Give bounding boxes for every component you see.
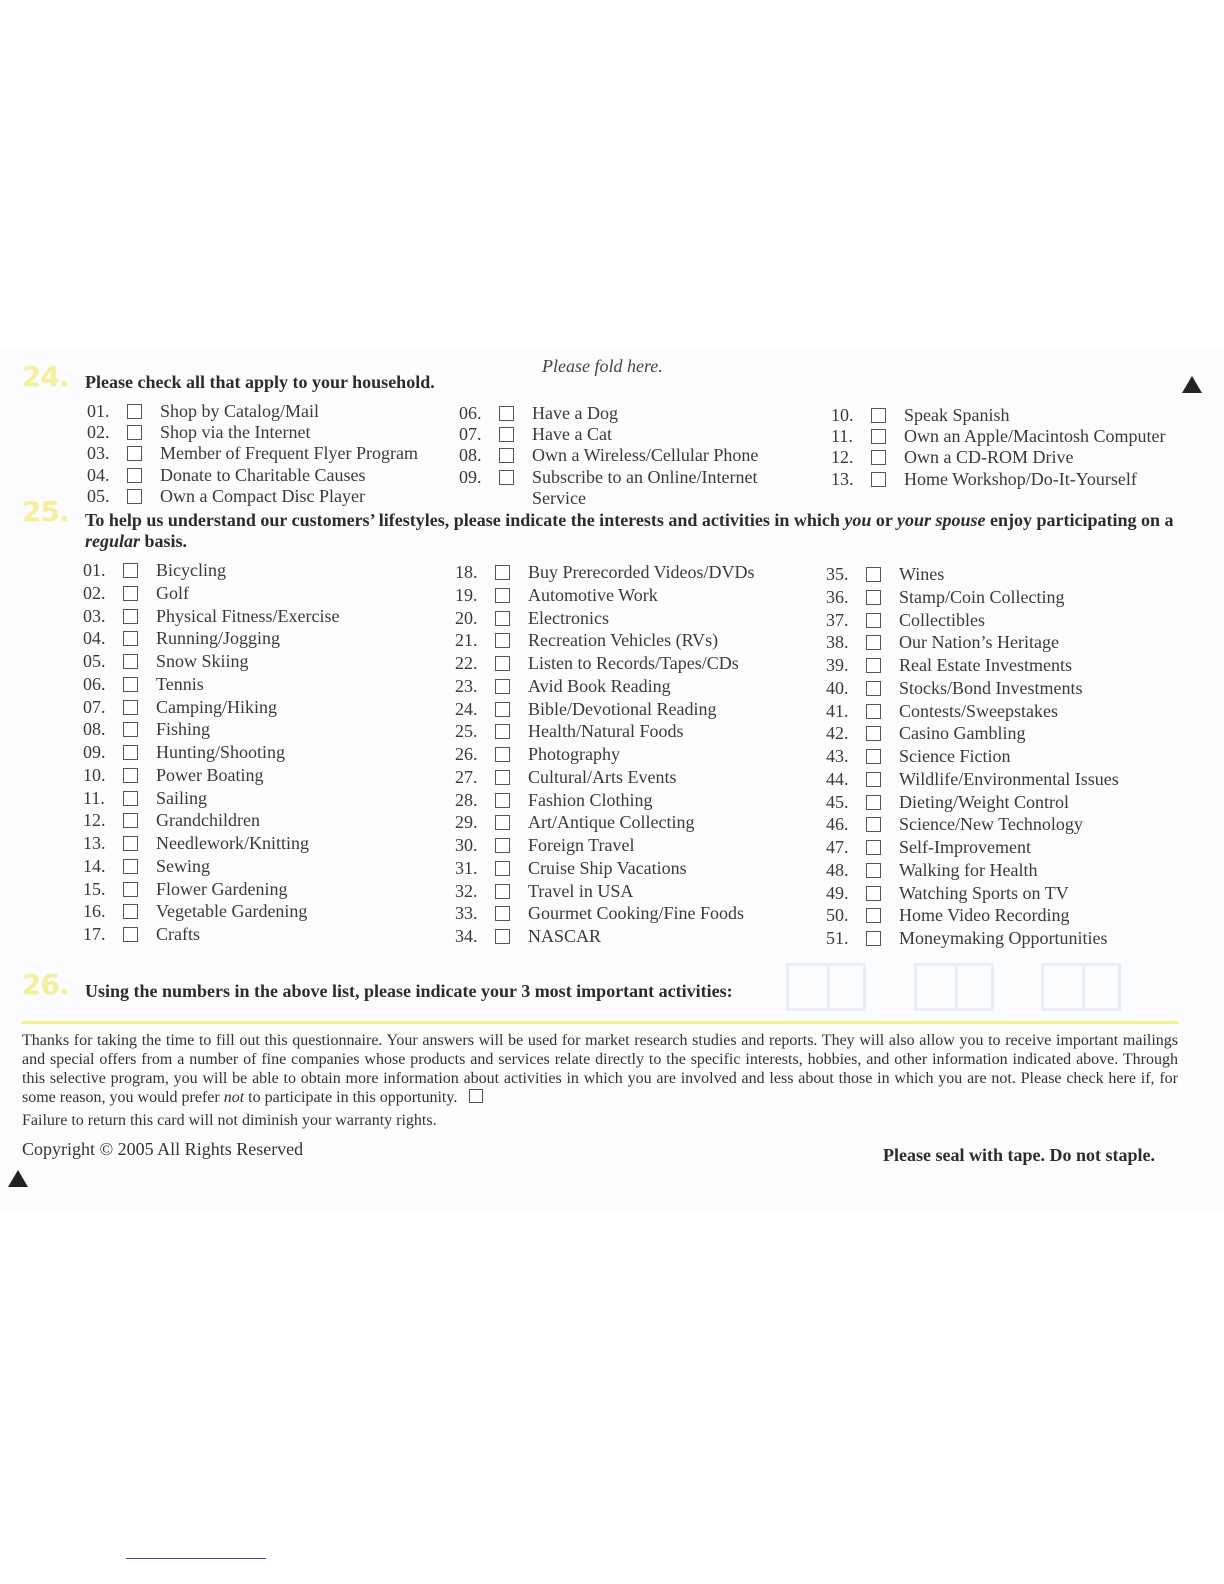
option-number: 09. [459, 466, 482, 487]
option-checkbox[interactable] [866, 749, 881, 764]
option-checkbox[interactable] [495, 906, 510, 921]
option-number: 12. [83, 810, 106, 831]
answer-box-1[interactable] [786, 963, 866, 1011]
option-label: Flower Gardening [156, 878, 288, 899]
option-checkbox[interactable] [866, 681, 881, 696]
option-number: 06. [83, 673, 106, 694]
option-checkbox[interactable] [499, 406, 514, 421]
option-checkbox[interactable] [123, 700, 138, 715]
option-checkbox[interactable] [866, 658, 881, 673]
option-number: 15. [83, 878, 106, 899]
opt-out-checkbox[interactable] [469, 1089, 483, 1103]
option-checkbox[interactable] [123, 791, 138, 806]
option-item[interactable] [826, 883, 1069, 904]
option-label: Home Workshop/Do-It-Yourself [904, 468, 1137, 489]
option-label: Health/Natural Foods [528, 721, 684, 742]
option-item[interactable] [83, 788, 207, 809]
option-checkbox[interactable] [499, 427, 514, 442]
option-number: 16. [83, 901, 106, 922]
option-item[interactable] [826, 564, 944, 585]
option-checkbox[interactable] [495, 793, 510, 808]
option-item[interactable] [455, 744, 620, 765]
option-item[interactable] [83, 833, 309, 854]
option-checkbox[interactable] [866, 567, 881, 582]
option-checkbox[interactable] [495, 838, 510, 853]
option-number: 33. [455, 903, 478, 924]
option-label: Science Fiction [899, 746, 1011, 766]
option-label: Art/Antique Collecting [528, 812, 695, 833]
option-number: 39. [826, 655, 849, 675]
option-label: Own an Apple/Macintosh Computer [904, 426, 1166, 447]
option-checkbox[interactable] [495, 588, 510, 603]
option-number: 13. [831, 468, 854, 489]
option-number: 37. [826, 609, 849, 630]
option-item[interactable] [826, 792, 1069, 813]
option-label: Subscribe to an Online/Internet Service [532, 466, 758, 508]
option-checkbox[interactable] [123, 927, 138, 942]
option-label: Have a Dog [532, 403, 618, 423]
option-label: Gourmet Cooking/Fine Foods [528, 903, 745, 924]
option-item[interactable] [826, 610, 985, 631]
option-label: Golf [156, 582, 189, 603]
option-item[interactable] [83, 901, 307, 922]
option-label: Shop by Catalog/Mail [160, 401, 319, 421]
option-checkbox[interactable] [495, 679, 510, 694]
option-label: Cruise Ship Vacations [528, 857, 687, 878]
option-checkbox[interactable] [866, 635, 881, 650]
option-label: Own a CD-ROM Drive [904, 447, 1074, 468]
option-number: 20. [455, 607, 478, 628]
option-number: 11. [83, 787, 105, 808]
option-checkbox[interactable] [499, 470, 514, 485]
option-label: Sewing [156, 855, 210, 876]
option-checkbox[interactable] [495, 724, 510, 739]
option-label: Running/Jogging [156, 628, 281, 649]
option-checkbox[interactable] [871, 429, 886, 444]
option-item[interactable] [87, 401, 319, 422]
option-number: 41. [826, 700, 849, 721]
option-number: 31. [455, 857, 478, 878]
option-label: Foreign Travel [528, 835, 635, 855]
option-label: NASCAR [528, 926, 602, 946]
option-item[interactable] [87, 422, 310, 443]
option-checkbox[interactable] [866, 726, 881, 741]
option-label: Buy Prerecorded Videos/DVDs [528, 562, 755, 582]
option-item[interactable] [87, 443, 418, 464]
option-checkbox[interactable] [123, 768, 138, 783]
option-number: 36. [826, 586, 849, 607]
option-label: Watching Sports on TV [899, 882, 1069, 903]
option-number: 10. [83, 764, 106, 785]
option-checkbox[interactable] [871, 450, 886, 465]
bottom-rule [126, 1558, 266, 1559]
option-checkbox[interactable] [495, 929, 510, 944]
option-label: Wines [899, 564, 945, 584]
option-number: 27. [455, 766, 478, 787]
option-item[interactable] [455, 767, 676, 788]
option-checkbox[interactable] [866, 817, 881, 832]
option-item[interactable] [83, 628, 280, 649]
option-label: Science/New Technology [899, 814, 1083, 835]
option-label: Cultural/Arts Events [528, 766, 677, 787]
option-number: 09. [83, 742, 106, 762]
option-number: 04. [87, 464, 110, 485]
option-item[interactable] [826, 655, 1072, 676]
option-number: 50. [826, 905, 849, 926]
option-number: 02. [87, 422, 110, 443]
option-number: 03. [87, 443, 110, 464]
option-number: 22. [455, 653, 478, 673]
option-number: 40. [826, 677, 849, 698]
option-checkbox[interactable] [123, 859, 138, 874]
option-item[interactable] [83, 719, 210, 740]
option-checkbox[interactable] [499, 448, 514, 463]
warranty-note: Failure to return this card will not diminish your warranty rights. [22, 1112, 437, 1129]
thanks-paragraph: Thanks for taking the time to fill out this questionnaire. Your answers will be used for market research studies and reports. They will also allow you to receive important mailings and special offers from a number of fine companies whose products and services relate directly to the specific interests, hobbies, and other information indicated above. Through this selective program, you will be able to obtain more information about activities in which you are involved and less about those in which you are not. Please check here if, for some reason, you would prefer not to participate in this opportunity. [22, 1032, 1178, 1106]
option-label: Self-Improvement [899, 837, 1031, 857]
option-item[interactable] [83, 810, 260, 831]
option-label: Stocks/Bond Investments [899, 677, 1083, 698]
option-label: Grandchildren [156, 810, 260, 831]
option-checkbox[interactable] [495, 656, 510, 671]
option-item[interactable] [455, 835, 635, 856]
option-checkbox[interactable] [123, 722, 138, 737]
option-number: 43. [826, 746, 849, 766]
option-checkbox[interactable] [495, 770, 510, 785]
option-number: 25. [455, 721, 478, 742]
option-label: Walking for Health [899, 859, 1038, 880]
option-item[interactable] [455, 903, 744, 924]
option-label: Real Estate Investments [899, 655, 1072, 675]
question-26-text: Using the numbers in the above list, please indicate your 3 most important activities: [85, 981, 733, 1001]
option-item[interactable] [826, 769, 1119, 790]
option-label: Listen to Records/Tapes/CDs [528, 653, 739, 673]
option-label: Own a Compact Disc Player [160, 485, 365, 506]
option-number: 13. [83, 833, 106, 853]
option-item[interactable] [455, 608, 609, 629]
option-item[interactable] [83, 651, 249, 672]
divider-rule [22, 1021, 1178, 1024]
option-checkbox[interactable] [123, 609, 138, 624]
option-item[interactable] [826, 746, 1010, 767]
question-25-number: 25. [22, 495, 69, 528]
option-label: Moneymaking Opportunities [899, 928, 1108, 948]
option-item[interactable] [455, 562, 755, 583]
option-number: 46. [826, 814, 849, 835]
option-label: Travel in USA [528, 880, 634, 901]
option-item[interactable] [826, 837, 1031, 858]
fold-triangle-icon [1182, 376, 1202, 393]
option-checkbox[interactable] [495, 633, 510, 648]
option-label: Fashion Clothing [528, 789, 653, 810]
option-checkbox[interactable] [866, 795, 881, 810]
answer-box-3[interactable] [1041, 963, 1121, 1011]
option-label: Dieting/Weight Control [899, 791, 1070, 812]
option-number: 05. [87, 485, 110, 506]
option-item[interactable] [83, 674, 204, 695]
option-number: 07. [83, 696, 106, 717]
option-number: 34. [455, 926, 478, 946]
option-label: Home Video Recording [899, 905, 1070, 926]
option-item[interactable] [831, 426, 1165, 447]
option-item[interactable] [455, 812, 694, 833]
option-label: Vegetable Gardening [156, 901, 308, 922]
option-item[interactable] [459, 424, 792, 445]
option-label: Bicycling [156, 560, 226, 580]
option-item[interactable] [826, 905, 1070, 926]
option-item[interactable] [83, 742, 285, 763]
option-number: 44. [826, 768, 849, 789]
option-number: 24. [455, 698, 478, 719]
option-item[interactable] [459, 445, 792, 466]
option-checkbox[interactable] [871, 408, 886, 423]
option-item[interactable] [455, 676, 671, 697]
fold-triangle-bottom-icon [8, 1170, 28, 1187]
option-number: 08. [83, 719, 106, 740]
option-item[interactable] [83, 879, 287, 900]
option-number: 38. [826, 632, 849, 653]
option-item[interactable] [455, 653, 739, 674]
option-checkbox[interactable] [866, 840, 881, 855]
option-item[interactable] [826, 814, 1083, 835]
option-checkbox[interactable] [123, 677, 138, 692]
option-item[interactable] [87, 486, 365, 507]
option-number: 17. [83, 924, 106, 944]
option-checkbox[interactable] [123, 904, 138, 919]
option-item[interactable] [831, 469, 1137, 490]
option-label: Have a Cat [532, 424, 612, 445]
option-label: Our Nation’s Heritage [899, 632, 1059, 653]
option-number: 03. [83, 605, 106, 626]
option-label: Stamp/Coin Collecting [899, 586, 1065, 607]
option-label: Snow Skiing [156, 651, 249, 671]
option-label: Power Boating [156, 764, 264, 785]
option-label: Photography [528, 744, 620, 764]
option-checkbox[interactable] [495, 815, 510, 830]
option-number: 45. [826, 791, 849, 812]
option-item[interactable] [455, 721, 683, 742]
option-number: 21. [455, 630, 478, 651]
option-item[interactable] [83, 765, 264, 786]
option-item[interactable] [826, 928, 1107, 949]
copyright: Copyright © 2005 All Rights Reserved [22, 1139, 304, 1159]
option-number: 23. [455, 675, 478, 696]
option-number: 01. [87, 401, 110, 421]
option-checkbox[interactable] [866, 590, 881, 605]
option-label: Wildlife/Environmental Issues [899, 768, 1119, 789]
option-checkbox[interactable] [495, 861, 510, 876]
question-24-text: Please check all that apply to your household. [85, 372, 435, 392]
option-checkbox[interactable] [495, 702, 510, 717]
option-number: 10. [831, 405, 854, 425]
option-label: Avid Book Reading [528, 675, 671, 696]
option-item[interactable] [826, 701, 1058, 722]
option-number: 01. [83, 560, 106, 580]
option-label: Camping/Hiking [156, 696, 277, 717]
option-item[interactable] [826, 723, 1026, 744]
option-item[interactable] [83, 697, 277, 718]
option-label: Bible/Devotional Reading [528, 698, 717, 719]
option-label: Speak Spanish [904, 405, 1010, 425]
option-item[interactable] [83, 606, 339, 627]
option-checkbox[interactable] [127, 404, 142, 419]
option-number: 11. [831, 426, 853, 447]
option-checkbox[interactable] [495, 611, 510, 626]
option-number: 06. [459, 403, 482, 423]
option-checkbox[interactable] [495, 565, 510, 580]
option-checkbox[interactable] [127, 489, 142, 504]
option-number: 42. [826, 723, 849, 744]
option-item[interactable] [826, 587, 1065, 608]
option-label: Hunting/Shooting [156, 742, 286, 762]
option-checkbox[interactable] [123, 813, 138, 828]
option-item[interactable] [455, 585, 658, 606]
option-label: Casino Gambling [899, 723, 1026, 744]
option-label: Needlework/Knitting [156, 833, 309, 853]
option-number: 07. [459, 424, 482, 445]
option-item[interactable] [831, 447, 1073, 468]
option-item[interactable] [83, 583, 189, 604]
option-checkbox[interactable] [127, 425, 142, 440]
option-number: 32. [455, 880, 478, 901]
option-label: Crafts [156, 924, 200, 944]
option-number: 48. [826, 859, 849, 880]
option-number: 35. [826, 564, 849, 584]
option-label: Own a Wireless/Cellular Phone [532, 445, 759, 466]
option-label: Sailing [156, 787, 208, 808]
option-item[interactable] [831, 405, 1010, 426]
option-label: Physical Fitness/Exercise [156, 605, 340, 626]
option-number: 47. [826, 837, 849, 857]
option-number: 51. [826, 928, 849, 948]
option-checkbox[interactable] [866, 772, 881, 787]
option-checkbox[interactable] [866, 931, 881, 946]
option-checkbox[interactable] [123, 563, 138, 578]
option-checkbox[interactable] [123, 631, 138, 646]
option-number: 18. [455, 562, 478, 582]
option-item[interactable] [83, 856, 210, 877]
option-item[interactable] [826, 678, 1083, 699]
option-checkbox[interactable] [495, 747, 510, 762]
option-item[interactable] [455, 858, 687, 879]
option-item[interactable] [826, 860, 1038, 881]
option-number: 08. [459, 445, 482, 466]
option-number: 04. [83, 628, 106, 649]
option-number: 05. [83, 651, 106, 671]
answer-box-2[interactable] [914, 963, 994, 1011]
option-label: Electronics [528, 607, 609, 628]
option-label: Shop via the Internet [160, 422, 311, 443]
option-label: Donate to Charitable Causes [160, 464, 366, 485]
option-item[interactable] [459, 403, 792, 424]
option-item[interactable] [83, 924, 200, 945]
option-item[interactable] [455, 881, 633, 902]
option-checkbox[interactable] [123, 882, 138, 897]
fold-note: Please fold here. [542, 356, 663, 376]
option-number: 12. [831, 447, 854, 468]
option-number: 28. [455, 789, 478, 810]
option-number: 26. [455, 744, 478, 764]
question-25-text: To help us understand our customers’ lifestyles, please indicate the interests and activities in which you or your spouse enjoy participating on a regular basis. [85, 510, 1174, 551]
option-number: 49. [826, 882, 849, 903]
option-number: 14. [83, 855, 106, 876]
seal-instruction: Please seal with tape. Do not staple. [883, 1145, 1155, 1165]
option-number: 30. [455, 835, 478, 855]
option-label: Automotive Work [528, 584, 658, 605]
option-number: 29. [455, 812, 478, 833]
option-label: Member of Frequent Flyer Program [160, 443, 418, 464]
question-26-number: 26. [22, 968, 69, 1001]
option-checkbox[interactable] [127, 446, 142, 461]
option-checkbox[interactable] [871, 472, 886, 487]
option-item[interactable] [87, 465, 365, 486]
option-label: Recreation Vehicles (RVs) [528, 630, 719, 651]
option-number: 19. [455, 584, 478, 605]
option-label: Contests/Sweepstakes [899, 700, 1058, 721]
question-24-number: 24. [22, 360, 69, 393]
option-number: 02. [83, 582, 106, 603]
option-label: Fishing [156, 719, 211, 740]
option-checkbox[interactable] [866, 908, 881, 923]
option-checkbox[interactable] [123, 836, 138, 851]
option-item[interactable] [826, 632, 1059, 653]
option-checkbox[interactable] [866, 863, 881, 878]
option-item[interactable] [83, 560, 226, 581]
option-checkbox[interactable] [495, 884, 510, 899]
option-label: Tennis [156, 673, 204, 694]
option-checkbox[interactable] [866, 704, 881, 719]
option-checkbox[interactable] [123, 654, 138, 669]
option-checkbox[interactable] [123, 745, 138, 760]
option-item[interactable] [459, 467, 792, 509]
option-label: Collectibles [899, 609, 985, 630]
option-item[interactable] [455, 699, 716, 720]
option-item[interactable] [455, 630, 718, 651]
option-item[interactable] [455, 926, 601, 947]
option-checkbox[interactable] [127, 468, 142, 483]
option-checkbox[interactable] [123, 586, 138, 601]
option-checkbox[interactable] [866, 613, 881, 628]
option-item[interactable] [455, 790, 653, 811]
option-checkbox[interactable] [866, 886, 881, 901]
